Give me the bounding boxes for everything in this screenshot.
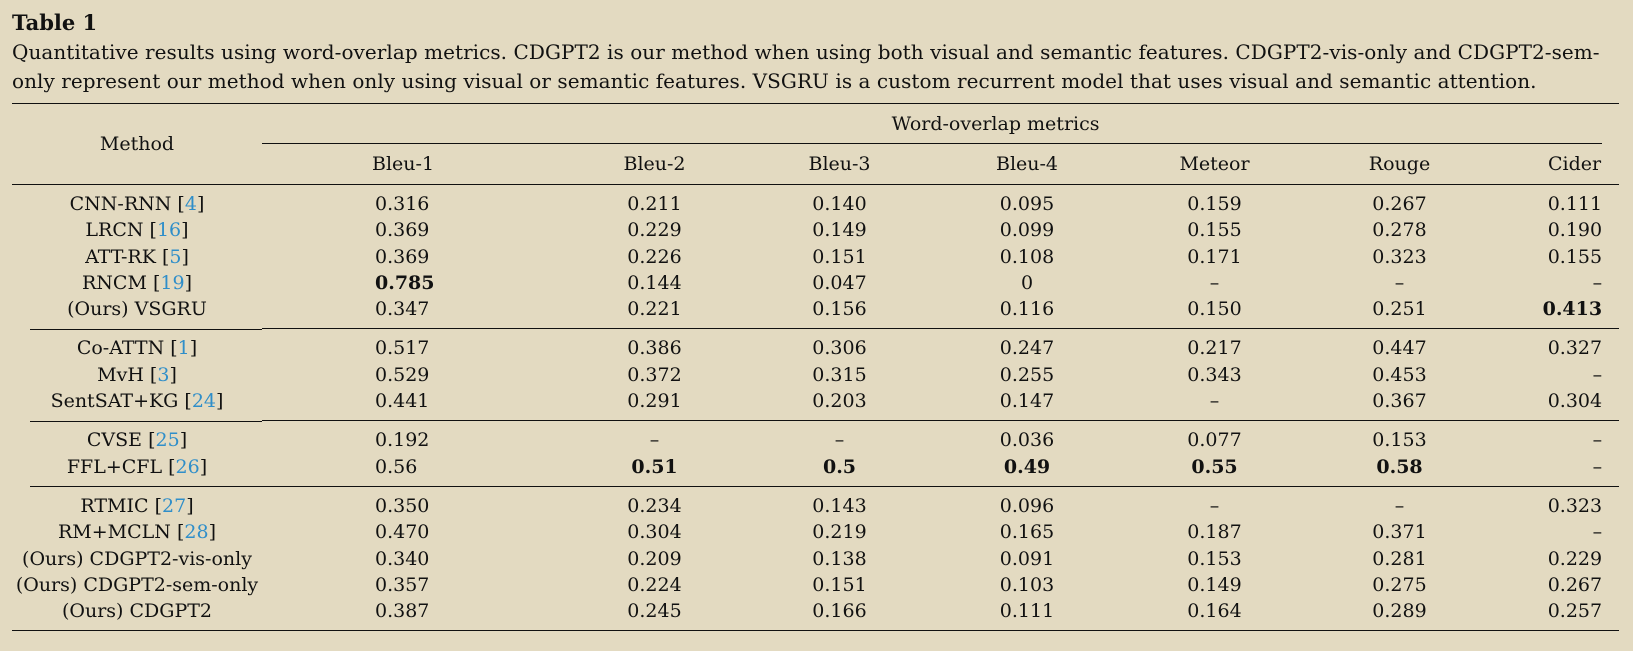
metric-value: 0.316 <box>375 193 430 215</box>
metric-value: 0.315 <box>812 363 867 386</box>
metric-value: 0.529 <box>375 363 430 386</box>
citation-bracket: ] <box>189 337 198 360</box>
metric-value: 0.517 <box>372 329 562 362</box>
metric-value: 0.55 <box>1191 455 1238 478</box>
metric-value: 0.171 <box>1187 245 1242 268</box>
table-row <box>12 244 1619 270</box>
metric-value: 0.103 <box>999 573 1055 596</box>
metric-value: 0.369 <box>375 245 430 268</box>
method-cell <box>12 362 262 388</box>
metric-value: 0.369 <box>375 219 430 242</box>
metric-value: 0.58 <box>1376 455 1423 478</box>
metric-value: – <box>1592 521 1603 544</box>
method-name: RNCM [ <box>82 271 161 294</box>
metric-value: – <box>1492 421 1619 454</box>
method-cell <box>12 185 262 218</box>
metric-value: 0.387 <box>372 598 562 631</box>
metric-value: 0.289 <box>1307 598 1492 631</box>
citation-link[interactable]: 16 <box>156 219 182 242</box>
method-cell <box>12 486 262 519</box>
metric-value: 0.149 <box>1187 573 1242 596</box>
citation-link[interactable]: 27 <box>162 494 187 517</box>
method-cell <box>12 546 262 572</box>
metric-value: – <box>1209 390 1220 413</box>
metric-value: 0.153 <box>1187 547 1242 570</box>
metric-value: – <box>1209 271 1220 294</box>
citation-link[interactable]: 4 <box>184 193 197 215</box>
spacer-cell <box>262 421 372 454</box>
metric-value: – <box>1592 455 1603 478</box>
metric-value: 0.150 <box>1187 298 1242 321</box>
metric-value: 0.372 <box>627 363 682 386</box>
metric-value: 0.56 <box>375 455 418 478</box>
spacer-cell <box>262 572 372 598</box>
method-name: Co-ATTN [ <box>76 337 178 360</box>
results-table <box>12 103 1619 631</box>
metric-value: 0.245 <box>562 598 747 631</box>
metric-value: 0.203 <box>812 390 867 413</box>
metric-value: 0.49 <box>1003 455 1051 478</box>
metric-value: 0.099 <box>999 219 1055 242</box>
metric-value: 0.138 <box>812 547 867 570</box>
method-name: FFL+CFL [ <box>66 455 176 478</box>
method-name: RTMIC [ <box>80 494 162 517</box>
metric-value: 0.149 <box>812 219 867 242</box>
metric-value: 0.386 <box>562 329 747 362</box>
method-cell <box>12 519 262 545</box>
citation-bracket: ] <box>208 521 216 544</box>
spacer-cell <box>262 217 372 243</box>
table-row <box>12 270 1619 296</box>
column-header: Rouge <box>1307 144 1492 185</box>
metric-value: 0.357 <box>375 573 430 596</box>
metric-value: 0.251 <box>1372 298 1427 321</box>
column-header: Bleu-3 <box>747 144 932 185</box>
citation-link[interactable]: 24 <box>191 390 216 413</box>
citation-bracket: ] <box>184 271 192 294</box>
spacer-cell <box>262 486 372 519</box>
citation-link[interactable]: 5 <box>169 245 182 268</box>
citation-bracket: ] <box>199 455 208 478</box>
spacer-cell <box>262 185 372 218</box>
method-name: (Ours) CDGPT2-vis-only <box>22 547 252 570</box>
method-name: (Ours) CDGPT2 <box>61 600 212 623</box>
metric-value: 0.275 <box>1372 573 1427 596</box>
table-caption: Quantitative results using word-overlap metrics. CDGPT2 is our method when using both visual and semantic features. CDGPT2-vis-only and CDGPT2-sem-only represent our method when only using visual or semantic features. VSGRU is a custom recurrent model that uses visual and semantic attention. <box>12 40 1600 93</box>
citation-bracket: ] <box>196 193 205 215</box>
table-row <box>12 421 1619 454</box>
metric-value: 0.371 <box>1372 521 1427 544</box>
metric-value: 0.51 <box>631 455 678 478</box>
citation-link[interactable]: 25 <box>155 429 180 452</box>
citation-bracket: ] <box>179 429 188 452</box>
citation-link[interactable]: 19 <box>160 271 185 294</box>
metric-value: 0.219 <box>812 521 867 544</box>
spacer-cell <box>262 519 372 545</box>
citation-bracket: ] <box>216 390 224 413</box>
method-cell <box>12 572 262 598</box>
table-row <box>12 388 1619 421</box>
metric-value: 0.447 <box>1307 329 1492 362</box>
metric-value: 0.192 <box>372 421 562 454</box>
metric-value: 0.224 <box>627 573 682 596</box>
metric-value: 0.095 <box>999 193 1055 215</box>
method-header: Method <box>12 104 262 185</box>
metric-value: 0.217 <box>1122 329 1307 362</box>
citation-bracket: ] <box>181 245 189 268</box>
column-header: Meteor <box>1122 144 1307 185</box>
column-header: Bleu-1 <box>372 144 562 185</box>
method-name: LRCN [ <box>85 219 157 242</box>
metric-value: 0.077 <box>1122 421 1307 454</box>
metric-value: 0.144 <box>627 271 682 294</box>
method-cell <box>12 329 262 362</box>
metric-value: 0.257 <box>1492 598 1619 631</box>
table-row <box>12 362 1619 388</box>
metric-value: 0.153 <box>1307 421 1492 454</box>
metric-value: 0.323 <box>1372 245 1427 268</box>
table-row <box>12 185 1619 218</box>
method-cell <box>12 244 262 270</box>
metric-value: 0.166 <box>747 598 932 631</box>
metric-value: 0.291 <box>627 390 682 413</box>
metric-value: 0.255 <box>999 363 1055 386</box>
metric-value: 0.111 <box>1547 193 1603 215</box>
table-row <box>12 519 1619 545</box>
metric-value: 0.190 <box>1547 219 1603 242</box>
metric-value: 0.340 <box>375 547 430 570</box>
metric-value: 0.221 <box>627 298 682 321</box>
table-row <box>12 217 1619 243</box>
metric-value: 0.281 <box>1372 547 1427 570</box>
citation-bracket: ] <box>181 219 189 242</box>
metric-value: 0.323 <box>1492 486 1619 519</box>
metric-value: 0.187 <box>1187 521 1242 544</box>
metric-value: 0.247 <box>932 329 1122 362</box>
metric-value: 0.306 <box>747 329 932 362</box>
metric-value: 0.116 <box>999 298 1055 321</box>
method-cell <box>12 388 262 421</box>
citation-link[interactable]: 1 <box>177 337 190 360</box>
metric-value: 0.470 <box>375 521 430 544</box>
spacer-cell <box>262 454 372 487</box>
method-cell <box>12 270 262 296</box>
table-figure <box>12 8 1619 631</box>
spacer-cell <box>262 362 372 388</box>
table-row <box>12 546 1619 572</box>
metric-value: 0.155 <box>1547 245 1603 268</box>
column-header: Bleu-2 <box>562 144 747 185</box>
table-body <box>12 185 1619 631</box>
citation-link[interactable]: 26 <box>175 455 200 478</box>
citation-bracket: ] <box>186 494 194 517</box>
column-header: Cider <box>1492 144 1619 185</box>
table-label: Table 1 <box>12 10 98 35</box>
group-header: Word-overlap metrics <box>891 112 1100 135</box>
metric-value: 0.151 <box>812 245 867 268</box>
metric-value: – <box>1122 486 1307 519</box>
column-header: Bleu-4 <box>932 144 1122 185</box>
metric-value: 0.155 <box>1187 219 1242 242</box>
spacer-cell <box>262 296 372 329</box>
method-name: MvH [ <box>97 363 158 386</box>
metric-value: 0.143 <box>747 486 932 519</box>
method-name: RM+MCLN [ <box>58 521 185 544</box>
metric-value: 0.096 <box>932 486 1122 519</box>
metric-value: 0.278 <box>1372 219 1427 242</box>
metric-value: 0.785 <box>375 271 435 294</box>
metric-value: – <box>1307 486 1492 519</box>
method-name: (Ours) VSGRU <box>67 298 207 321</box>
metric-value: 0.140 <box>812 193 867 215</box>
spacer-cell <box>262 546 372 572</box>
metric-value: 0.047 <box>812 271 867 294</box>
metric-value: 0.108 <box>999 245 1055 268</box>
metric-value: 0.367 <box>1372 390 1427 413</box>
method-cell <box>12 454 262 487</box>
metric-value: 0.151 <box>812 573 867 596</box>
metric-value: 0.441 <box>375 390 430 413</box>
table-row <box>12 296 1619 329</box>
metric-value: – <box>1592 363 1603 386</box>
table-row <box>12 598 1619 631</box>
metric-value: – <box>562 421 747 454</box>
table-row <box>12 454 1619 487</box>
metric-value: 0.453 <box>1372 363 1427 386</box>
metric-value: 0.091 <box>999 547 1055 570</box>
method-name: SentSAT+KG [ <box>50 390 192 413</box>
spacer-cell <box>262 270 372 296</box>
metric-value: 0.165 <box>999 521 1055 544</box>
method-name: CVSE [ <box>86 429 156 452</box>
method-name: CNN-RNN [ <box>69 193 185 215</box>
method-cell <box>12 598 262 631</box>
metric-value: 0.343 <box>1187 363 1242 386</box>
metric-value: 0.156 <box>812 298 867 321</box>
metric-value: 0.267 <box>1547 573 1603 596</box>
metric-value: 0.229 <box>1547 547 1603 570</box>
method-cell <box>12 421 262 454</box>
table-row <box>12 329 1619 362</box>
metric-value: 0 <box>1020 271 1034 294</box>
metric-value: 0.159 <box>1187 193 1242 215</box>
metric-value: 0.164 <box>1122 598 1307 631</box>
method-cell <box>12 217 262 243</box>
citation-link[interactable]: 3 <box>157 363 170 386</box>
metric-value: 0.267 <box>1372 193 1427 215</box>
metric-value: 0.229 <box>627 219 682 242</box>
metric-value: 0.226 <box>627 245 682 268</box>
metric-value: 0.234 <box>562 486 747 519</box>
metric-value: 0.304 <box>1547 390 1603 413</box>
table-row <box>12 486 1619 519</box>
metric-value: 0.111 <box>932 598 1122 631</box>
metric-value: 0.304 <box>627 521 682 544</box>
citation-link[interactable]: 28 <box>184 521 209 544</box>
method-name: ATT-RK [ <box>85 245 170 268</box>
metric-value: 0.5 <box>822 455 857 478</box>
metric-value: – <box>1592 271 1603 294</box>
table-row <box>12 572 1619 598</box>
metric-value: 0.413 <box>1542 298 1603 321</box>
metric-value: – <box>747 421 932 454</box>
spacer-cell <box>262 598 372 631</box>
citation-bracket: ] <box>169 363 177 386</box>
method-cell <box>12 296 262 329</box>
metric-value: – <box>1394 271 1405 294</box>
spacer-cell <box>262 388 372 421</box>
metric-value: 0.036 <box>932 421 1122 454</box>
spacer-cell <box>262 244 372 270</box>
method-name: (Ours) CDGPT2-sem-only <box>15 573 259 596</box>
spacer-cell <box>262 329 372 362</box>
metric-value: 0.347 <box>375 298 430 321</box>
metric-value: 0.350 <box>372 486 562 519</box>
metric-value: 0.327 <box>1492 329 1619 362</box>
metric-value: 0.211 <box>627 193 682 215</box>
metric-value: 0.147 <box>999 390 1055 413</box>
metric-value: 0.209 <box>627 547 682 570</box>
